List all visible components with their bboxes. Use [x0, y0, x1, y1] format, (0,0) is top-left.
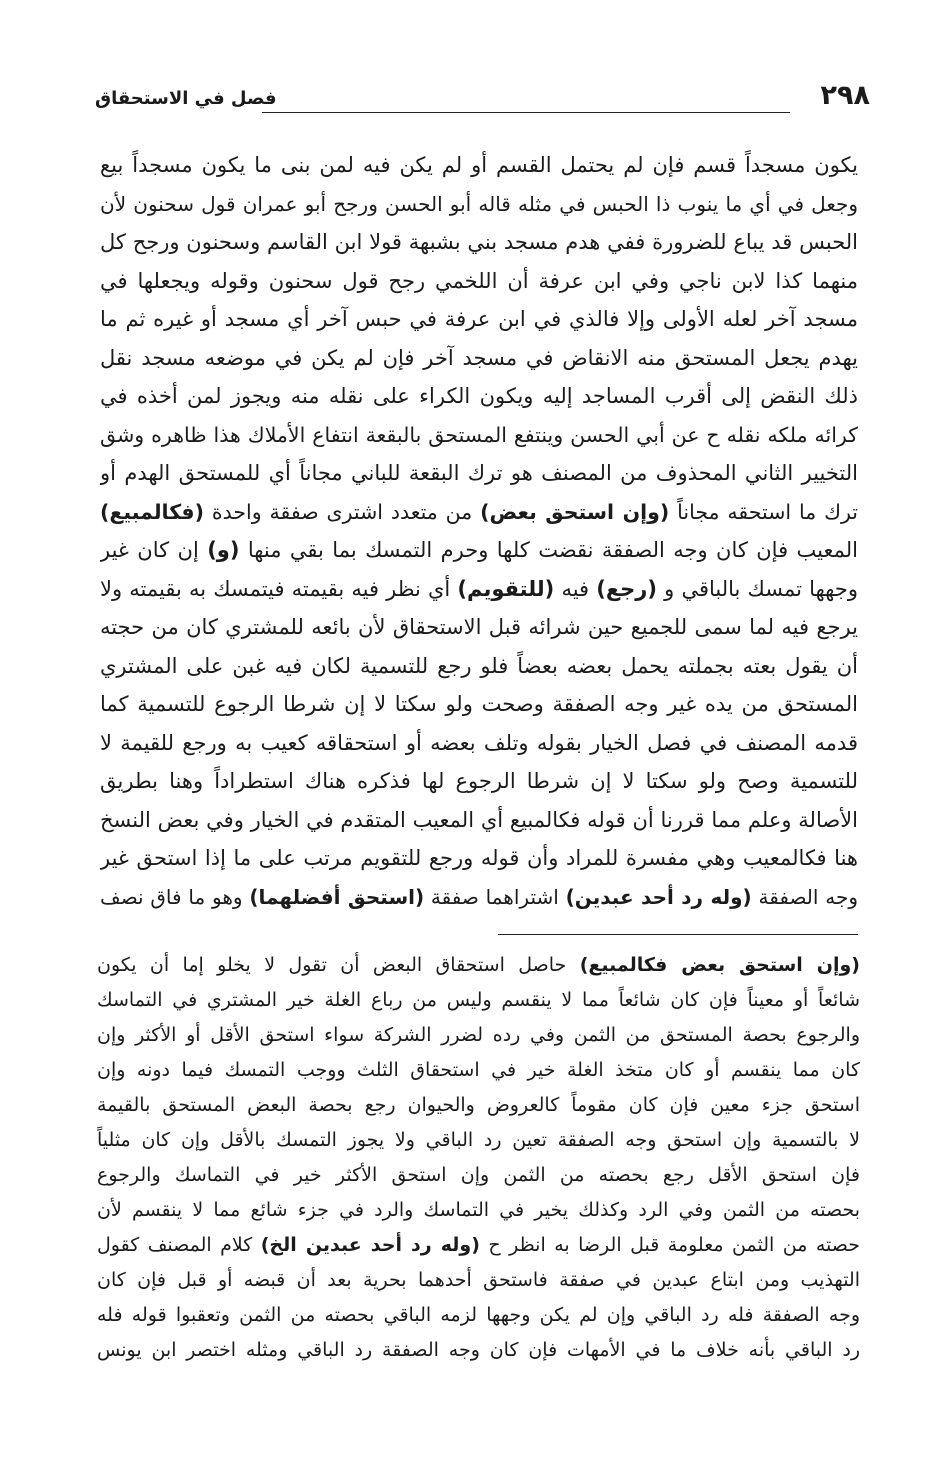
text-segment: وجعل في أي ما ينوب ذا الحبس في مثله قاله أبو الحسن ورجح أبو عمران قول سحنون لأن — [100, 191, 858, 216]
main-text-line — [100, 724, 858, 763]
text-segment: التخيير الثاني المحذوف من المصنف هو ترك البقعة للباني مجاناً أي للمستحق الهدم أو — [100, 461, 858, 485]
text-segment: أي نظر فيه بقيمته فيتمسك به بقيمته ولا — [100, 576, 458, 601]
text-segment: إن كان غير — [100, 538, 208, 562]
text-segment: استحق جزء معين فإن كان مقوماً كالعروض والحيوان رجع بحصة البعض المستحق بالقيمة — [97, 1094, 860, 1116]
text-segment: شائعاً أو معيناً فإن كان شائعاً مما لا ينقسم وليس من رباع الغلة خير المشتري في التماسك — [97, 989, 860, 1011]
main-text-line — [100, 146, 858, 185]
text-segment: يرجع فيه لما سمى للجميع حين شرائه قبل الاستحقاق لأن بائعه للمشتري كان من حجته — [100, 615, 858, 639]
text-segment: أن يقول بعته بجملته يحمل بعضه بعضاً فلو رجع للتسمية لكان فيه غبن على المشتري — [100, 653, 858, 678]
text-segment: حاصل استحقاق البعض أن تقول لا يخلو إما أن يكون — [97, 954, 580, 976]
text-segment: وجه الصفقة — [751, 884, 858, 909]
bold-term: (وله رد أحد عبدين) — [565, 884, 752, 909]
bold-term: (للتقويم) — [457, 576, 555, 601]
main-text-line — [100, 339, 858, 378]
text-segment: قدمه المصنف في فصل الخيار بقوله وتلف بعضه أو استحقاقه كعيب به ورجع للقيمة لا — [100, 730, 858, 755]
text-segment: لا بالتسمية وإن استحق وجه الصفقة تعين رد الباقي ولا يجوز التمسك بالأقل وإن كان مثلياً — [97, 1129, 860, 1151]
footnote-line — [97, 1088, 860, 1123]
main-text-line — [100, 647, 858, 686]
main-text-line — [100, 185, 858, 224]
bold-term: (فكالمبيع) — [100, 499, 204, 524]
text-segment: التهذيب ومن ابتاع عبدين في صفقة فاستحق أحدهما بحرية بعد أن قبضه أو قبل فإن كان — [97, 1269, 860, 1291]
main-text-line — [100, 262, 858, 301]
text-segment: ذلك النقض إلى أقرب المساجد إليه ويكون الكراء على نقله منه ويجوز لمن أخذه في — [100, 384, 858, 408]
footnote-line — [97, 948, 860, 983]
text-segment: فيه — [554, 576, 597, 601]
text-segment: كلام المصنف كقول — [97, 1234, 261, 1256]
text-segment: مسجد آخر لعله الأولى وإلا فالذي في ابن عرفة في حبس آخر أي مسجد أو غيره ثم ما — [100, 307, 858, 331]
main-text-line — [100, 801, 858, 840]
footnote-line — [97, 1263, 860, 1298]
footnote-line — [97, 1123, 860, 1158]
main-text-line — [100, 416, 858, 455]
text-segment: الحبس قد يباع للضرورة ففي هدم مسجد بني بشبهة قولا ابن القاسم وسحنون ورجح كل — [100, 230, 858, 254]
footnote-line — [97, 983, 860, 1018]
text-segment: وجه الصفقة فله رد الباقي وإن لم يكن وجهها لزمه الباقي بحصته من الثمن وتعقبوا قوله فله — [97, 1304, 860, 1326]
text-segment: كرائه ملكه نقله ح عن أبي الحسن وينتفع المستحق بالبقعة انتفاع الأملاك هذا ظاهره وشق — [100, 422, 858, 447]
text-segment: اشتراهما صفقة — [424, 884, 566, 909]
footnote-line — [97, 1228, 860, 1263]
main-text-line — [100, 839, 858, 878]
text-segment: منهما كذا لابن ناجي وفي ابن عرفة أن اللخمي رجح قول سحنون وقوله ويجعلها في — [100, 268, 858, 293]
text-segment: وهو ما فاق نصف — [100, 884, 250, 909]
text-segment: كان مما ينقسم أو كان متخذ الغلة خير في استحقاق الثلث ووجب التمسك فيما دونه وإن — [97, 1059, 860, 1081]
main-text-line — [100, 493, 858, 532]
bold-term: (رجع) — [596, 576, 657, 601]
bold-term: (و) — [207, 538, 240, 562]
text-segment: بحصته من الثمن وفي الرد وكذلك يخير في التماسك والرد في جزء شائع مما لا ينقسم لأن — [97, 1199, 860, 1221]
bold-term: (استحق أفضلهما) — [249, 884, 425, 909]
text-segment: الأصالة وعلم مما قررنا أن قوله فكالمبيع أي المعيب المتقدم في الخيار وفي بعض النسخ — [100, 807, 858, 832]
footnote-separator — [498, 934, 858, 935]
main-text-line — [100, 762, 858, 801]
text-segment: وجهها تمسك بالباقي و — [657, 576, 858, 601]
text-segment: للتسمية وصح ولو سكتا لا إن شرطا الرجوع لها فذكره هناك استطراداً وهنا بطريق — [100, 769, 858, 793]
text-segment: فإن استحق الأقل رجع بحصته من الثمن وإن استحق الأكثر خير في التماسك والرجوع — [97, 1164, 860, 1186]
text-segment: يكون مسجداً قسم فإن لم يحتمل القسم أو لم يكن فيه لمن بنى ما يكون مسجداً بيع — [100, 153, 858, 177]
text-segment: من متعدد اشترى صفقة واحدة — [203, 499, 481, 524]
footnote-line — [97, 1158, 860, 1193]
main-text-line — [100, 878, 858, 917]
bold-term: (وإن استحق بعض فكالمبيع) — [579, 954, 860, 976]
text-segment: رد الباقي بأنه خلاف ما في الأمهات فإن كان وجه الصفقة رد الباقي ومثله اختصر ابن يونس — [97, 1339, 860, 1361]
bold-term: (وله رد أحد عبدين الخ) — [260, 1234, 480, 1256]
text-segment: حصته من الثمن معلومة قبل الرضا به انظر ح — [479, 1234, 860, 1256]
page-number: ٢٩٨ — [820, 80, 870, 111]
footnote-line — [97, 1053, 860, 1088]
text-segment: المستحق من يده غير وجه الصفقة وصحت ولو سكتا لا إن شرطا الرجوع للتسمية كما — [100, 692, 858, 716]
main-text-line — [100, 377, 858, 416]
main-text-line — [100, 454, 858, 493]
footnote-line — [97, 1298, 860, 1333]
text-segment: يهدم يجعل المستحق منه الانقاض في مسجد آخر فإن لم يكن في موضعه مسجد نقل — [100, 345, 858, 370]
footnote-line — [97, 1018, 860, 1053]
main-text-line — [100, 570, 858, 609]
running-header-title: فصل في الاستحقاق — [95, 88, 277, 109]
footnotes-block — [97, 948, 860, 1368]
main-text-line — [100, 531, 858, 570]
text-segment: المعيب فإن كان وجه الصفقة نقضت كلها وحرم التمسك بما بقي منها — [239, 538, 858, 562]
main-text-line — [100, 223, 858, 262]
footnote-line — [97, 1193, 860, 1228]
footnote-line — [97, 1333, 860, 1368]
text-segment: ترك ما استحقه مجاناً — [669, 499, 858, 524]
text-segment: هنا فكالمعيب وهي مفسرة للمراد وأن قوله ورجع للتقويم مرتب على ما إذا استحق غير — [100, 846, 858, 870]
header-rule — [262, 112, 790, 113]
text-segment: والرجوع بحصة المستحق من الثمن وفي رده لضرر الشركة سواء استحق الأقل أو الأكثر وإن — [97, 1024, 860, 1046]
bold-term: (وإن استحق بعض) — [480, 499, 670, 524]
main-text-line — [100, 300, 858, 339]
main-text-line — [100, 608, 858, 647]
main-text-line — [100, 685, 858, 724]
main-text-block — [100, 146, 858, 916]
